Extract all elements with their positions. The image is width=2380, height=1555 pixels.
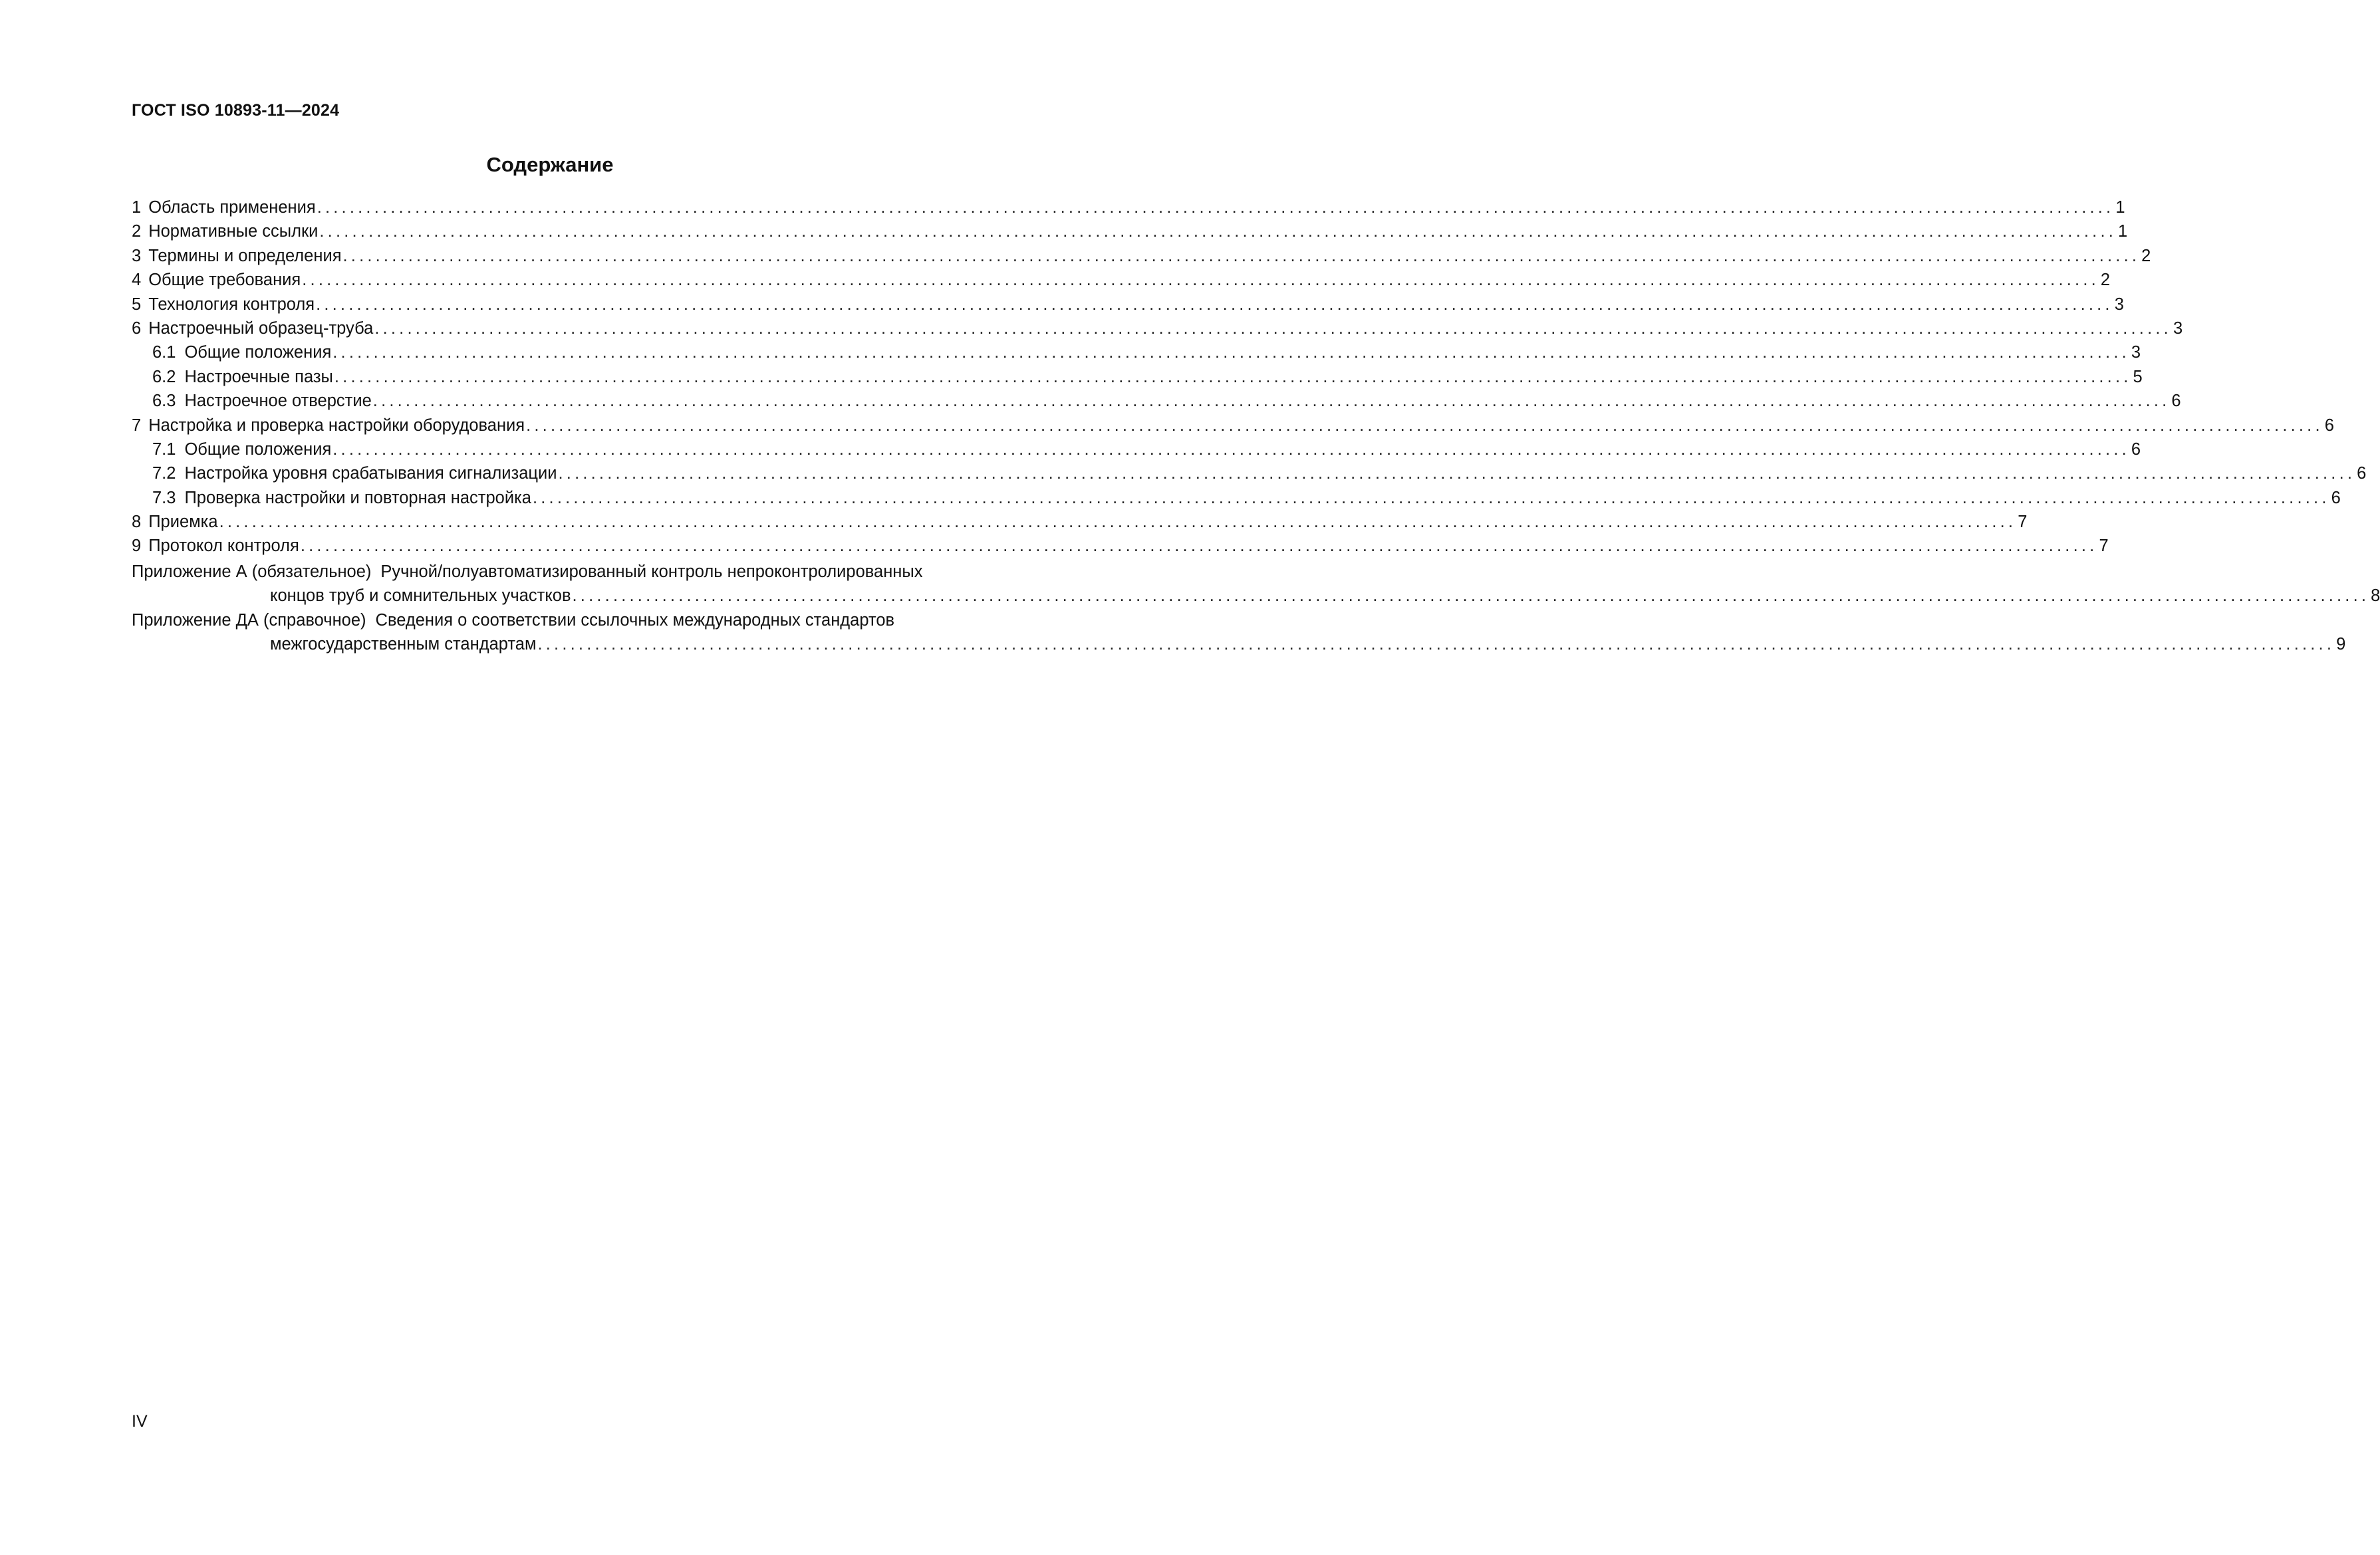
toc-entry[interactable]	[132, 366, 2143, 390]
toc-entry-text: Область применения	[148, 198, 316, 217]
toc-entry-text: Настроечные пазы	[184, 367, 333, 386]
toc-entry-page: 9	[2336, 635, 2346, 654]
toc-entry[interactable]	[132, 415, 2334, 439]
dot-leader: ............................................................................................................................................................................................................................	[558, 464, 2356, 483]
dot-leader: ............................................................................................................................................................................................................................	[342, 246, 2141, 265]
toc-entry-number: 7.1	[152, 439, 176, 459]
toc-entry-number: 1	[132, 198, 142, 217]
toc-title: Содержание	[486, 153, 614, 176]
toc-entry-page: 3	[2131, 343, 2141, 362]
toc-entry-number: 4	[132, 271, 142, 290]
dot-leader: ............................................................................................................................................................................................................................	[532, 488, 2330, 507]
dot-leader: ............................................................................................................................................................................................................................	[372, 392, 2171, 411]
toc-entry-text: Протокол контроля	[148, 537, 299, 556]
dot-leader: ............................................................................................................................................................................................................................	[334, 367, 2132, 386]
toc-entry-number: 7.3	[152, 488, 176, 507]
toc-entry-page: 6	[2171, 392, 2181, 411]
toc-entry-text: Настройка уровня срабатывания сигнализации	[184, 464, 557, 483]
toc-entry-number: 7.2	[152, 464, 176, 483]
toc-entry[interactable]	[132, 245, 2151, 269]
table-of-contents	[132, 197, 2380, 656]
toc-appendix-entry[interactable]	[132, 560, 2380, 608]
toc-entry-number: 6.3	[152, 392, 176, 411]
toc-entry-page: 7	[2099, 537, 2109, 556]
toc-entry-number: 7	[132, 416, 142, 435]
toc-entry-text: Термины и определения	[148, 246, 342, 265]
toc-entry-page: 6	[2331, 488, 2341, 507]
toc-entry-page: 1	[2115, 198, 2125, 217]
toc-entry-text: Настроечный образец-труба	[148, 318, 374, 338]
dot-leader: ............................................................................................................................................................................................................................	[300, 537, 2098, 556]
toc-entry-page: 5	[2133, 367, 2143, 386]
appendix-title-line2: концов труб и сомнительных участков	[270, 586, 571, 606]
appendix-title-line2: межгосударственным стандартам	[270, 635, 537, 654]
toc-entry[interactable]	[132, 342, 2141, 366]
appendix-label: Приложение ДА (справочное)	[132, 610, 366, 630]
appendix-title-line1: Сведения о соответствии ссылочных международных стандартов	[375, 610, 895, 630]
toc-entry-page: 6	[2324, 416, 2334, 435]
toc-entry[interactable]	[132, 269, 2111, 293]
dot-leader: ............................................................................................................................................................................................................................	[219, 513, 2017, 532]
toc-entry-page: 6	[2357, 464, 2367, 483]
toc-entry-page: 2	[2100, 271, 2111, 290]
toc-entry[interactable]	[132, 535, 2109, 559]
toc-entry-text: Нормативные ссылки	[148, 222, 319, 241]
toc-entry-text: Общие положения	[184, 439, 332, 459]
dot-leader: ............................................................................................................................................................................................................................	[319, 222, 2117, 241]
toc-entry-page: 7	[2018, 513, 2028, 532]
toc-entry-text: Настроечное отверстие	[184, 392, 372, 411]
toc-entry-text: Общие положения	[184, 343, 332, 362]
toc-entry-number: 6.2	[152, 367, 176, 386]
toc-entry[interactable]	[132, 487, 2341, 511]
toc-entry-number: 5	[132, 295, 142, 314]
toc-entry-page: 2	[2141, 246, 2151, 265]
toc-entry-page: 3	[2173, 318, 2183, 338]
toc-entry[interactable]	[132, 294, 2124, 318]
toc-entry[interactable]	[132, 318, 2183, 342]
toc-entry-number: 6	[132, 318, 142, 338]
toc-entry[interactable]	[132, 197, 2125, 221]
toc-entry-page: 1	[2118, 222, 2128, 241]
dot-leader: ............................................................................................................................................................................................................................	[374, 318, 2172, 338]
appendix-label: Приложение А (обязательное)	[132, 562, 372, 581]
toc-entry-text: Проверка настройки и повторная настройка	[184, 488, 531, 507]
toc-entry[interactable]	[132, 463, 2367, 487]
page-number: IV	[132, 1412, 148, 1431]
toc-entry-page: 3	[2114, 295, 2124, 314]
toc-entry-number: 9	[132, 537, 142, 556]
toc-entry-text: Настройка и проверка настройки оборудования	[148, 416, 525, 435]
toc-entry-page: 8	[2371, 586, 2380, 606]
dot-leader: ............................................................................................................................................................................................................................	[537, 635, 2335, 654]
dot-leader: ............................................................................................................................................................................................................................	[317, 198, 2115, 217]
document-code: ГОСТ ISO 10893-11—2024	[132, 101, 340, 120]
dot-leader: ............................................................................................................................................................................................................................	[572, 586, 2370, 606]
toc-entry-text: Общие требования	[148, 271, 301, 290]
toc-entry-text: Приемка	[148, 513, 218, 532]
toc-entry-number: 2	[132, 222, 142, 241]
appendix-title-line1: Ручной/полуавтоматизированный контроль непроконтролированных	[380, 562, 923, 581]
toc-entry[interactable]	[132, 511, 2028, 535]
toc-appendix-entry[interactable]	[132, 608, 2346, 657]
toc-entry-number: 8	[132, 513, 142, 532]
toc-entry[interactable]	[132, 439, 2141, 463]
dot-leader: ............................................................................................................................................................................................................................	[302, 271, 2099, 290]
toc-entry-text: Технология контроля	[148, 295, 315, 314]
dot-leader: ............................................................................................................................................................................................................................	[332, 439, 2130, 459]
toc-entry[interactable]	[132, 390, 2181, 414]
toc-entry-number: 3	[132, 246, 142, 265]
dot-leader: ............................................................................................................................................................................................................................	[526, 416, 2323, 435]
dot-leader: ............................................................................................................................................................................................................................	[316, 295, 2113, 314]
toc-entry[interactable]	[132, 221, 2128, 245]
toc-entry-page: 6	[2131, 439, 2141, 459]
dot-leader: ............................................................................................................................................................................................................................	[332, 343, 2130, 362]
toc-entry-number: 6.1	[152, 343, 176, 362]
